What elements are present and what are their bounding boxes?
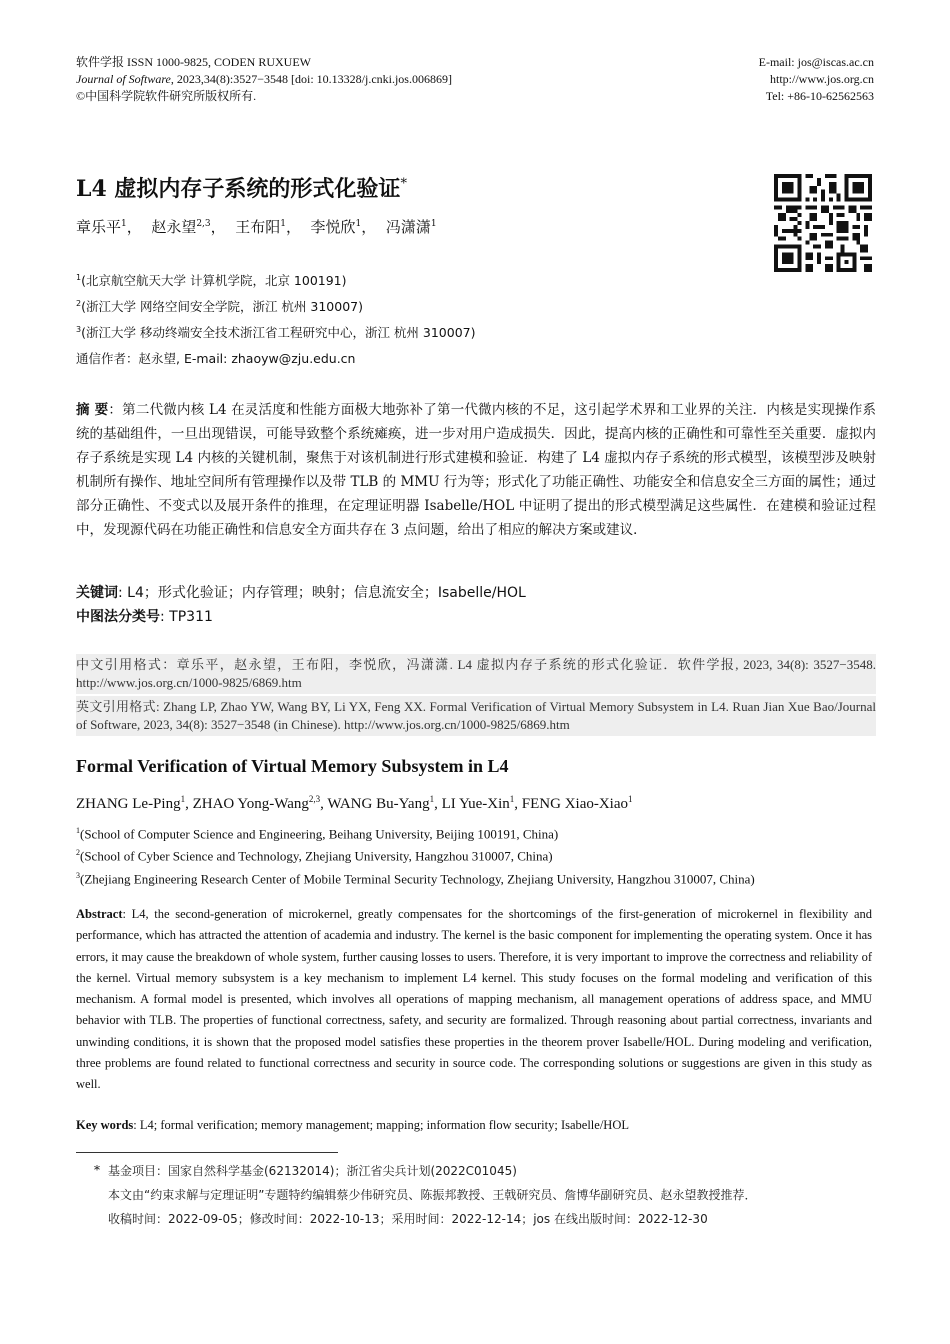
journal-header-left [76, 54, 452, 105]
title-footnote-mark: * [400, 176, 407, 192]
abstract-en-label: Abstract [76, 907, 123, 921]
footnote-mark: * [94, 1163, 100, 1177]
corresponding-author: 通信作者：赵永望, E-mail: zhaoyw@zju.edu.cn [76, 351, 356, 366]
journal-email: E-mail: jos@iscas.ac.cn [758, 55, 874, 69]
keywords-en: Key words: L4; formal verification; memory management; mapping; information flow security; Isabelle/HOL [76, 1118, 629, 1132]
paper-title-en: Formal Verification of Virtual Memory Subsystem in L4 [76, 756, 509, 776]
affiliation-cn: $^3$(浙江大学 移动终端安全技术浙江省工程研究中心，浙江 杭州 310007) [76, 324, 476, 340]
authors-en [76, 794, 633, 813]
author-cn: 赵永望$^{2,3}$， [151, 218, 226, 236]
journal-volume-doi: , 2023,34(8):3527−3548 [doi: 10.13328/j.cnki.jos.006869] [170, 72, 452, 86]
author-en: LI Yue-Xin$^1$, [441, 794, 522, 812]
copyright: ©中国科学院软件研究所版权所有. [76, 89, 257, 103]
paper-title-cn [76, 172, 407, 203]
author-en: FENG Xiao-Xiao$^1$ [521, 794, 633, 812]
footnote-dates: 收稿时间：2022-09-05；修改时间：2022-10-13；采用时间：2022-12-14；jos 在线出版时间：2022-12-30 [108, 1212, 708, 1226]
affiliation-en: $^1$(School of Computer Science and Engineering, Beihang University, Beijing 100191, China) [76, 826, 559, 842]
citation-cn: 中文引用格式：章乐平，赵永望，王布阳，李悦欣，冯潇潇. L4 虚拟内存子系统的形式化验证．软件学报, 2023, 34(8): 3527−3548. http://www.jos.org.cn/1000-9825/6869.htm [76, 654, 876, 694]
affiliation-en: $^3$(Zhejiang Engineering Research Center of Mobile Terminal Security Technology, Zhejiang University, Hangzhou 310007, China) [76, 871, 755, 887]
author-en: WANG Bu-Yang$^1$, [327, 794, 442, 812]
journal-phone: Tel: +86-10-62562563 [765, 89, 874, 103]
affiliation-en: $^2$(School of Cyber Science and Technology, Zhejiang University, Hangzhou 310007, China) [76, 848, 553, 864]
keywords-cn: 关键词: L4；形式化验证；内存管理；映射；信息流安全；Isabelle/HOL [76, 585, 526, 601]
author-en: ZHANG Le-Ping$^1$, [76, 794, 193, 812]
citation-en: 英文引用格式: Zhang LP, Zhao YW, Wang BY, Li YX, Feng XX. Formal Verification of Virtual Memory Subsystem in L4. Ruan Jian Xue Bao/Journal of Software, 2023, 34(8): 3527−3548 (in Chinese). http://www.jos.org.cn/1000-9825/6869.htm [76, 696, 876, 736]
abstract-cn-text: ：第二代微内核 L4 在灵活度和性能方面极大地弥补了第一代微内核的不足，这引起学术界和工业界的关注．内核是实现操作系统的基础组件，一旦出现错误，可能导致整个系统瘫痪，进一步对用户造成损失．因此，提高内核的正确性和可靠性至关重要．虚拟内存子系统是实现 L4 内核的关键机制，聚焦于对该机制进行形式建模和验证．构建了 L4 虚拟内存子系统的形式模型，该模型涉及映射机制所有操作、地址空间所有管理操作以及带 TLB 的 MMU 行为等；形式化了功能正确性、功能安全和信息安全三方面的属性；通过部分正确性、不变式以及展开条件的推理，在定理证明器 Isabelle/HOL 中证明了提出的形式模型满足这些属性．在建模和验证过程中，发现源代码在功能正确性和信息安全方面共存在 3 点问题，给出了相应的解决方案或建议． [76, 402, 877, 538]
journal-citation [76, 71, 452, 88]
authors-cn [76, 216, 437, 237]
journal-issn: 软件学报 ISSN 1000-9825, CODEN RUXUEW [76, 55, 311, 69]
author-cn: 冯潇潇$^1$ [385, 218, 437, 236]
affiliation-cn: $^2$(浙江大学 网络空间安全学院，浙江 杭州 310007) [76, 298, 363, 314]
abstract-en [76, 904, 872, 1096]
title-text: L4 虚拟内存子系统的形式化验证 [76, 176, 401, 202]
affiliation-cn: $^1$(北京航空航天大学 计算机学院，北京 100191) [76, 272, 347, 288]
footnote-divider [76, 1152, 338, 1153]
abstract-cn-label: 摘 要 [76, 402, 109, 418]
author-cn: 李悦欣$^1$， [310, 218, 377, 236]
author-en: ZHAO Yong-Wang$^{2,3}$, [192, 794, 328, 812]
abstract-cn [76, 398, 876, 542]
author-cn: 王布阳$^1$， [235, 218, 301, 236]
journal-header-right [759, 54, 874, 105]
footnote-recommendation: 本文由“约束求解与定理证明”专题特约编辑蔡少伟研究员、陈振邦教授、王戟研究员、詹博华副研究员、赵永望教授推荐． [108, 1188, 757, 1202]
footnote-funding: 基金项目：国家自然科学基金(62132014)；浙江省尖兵计划(2022C01045) [108, 1164, 517, 1178]
abstract-en-text: : L4, the second-generation of microkernel, greatly compensates for the shortcomings of the first-generation of microkernel in flexibility and performance, which has attracted the attention of academia and industry. The kernel is the basic component for implementing the operating system. Once it has errors, it may cause the breakdown of whole system, further causing losses to users. Therefore, it is very important to improve the correctness and reliability of the kernel. Virtual memory subsystem is a key mechanism to implement L4 kernel. This study focuses on the formal modeling and verification of this mechanism. A formal model is presented, which involves all operations of mapping mechanism, all management operations of address space, and MMU behavior with TLB. The properties of functional correctness, safety, and security are formalized. Through reasoning about partial correctness, invariants and unwinding conditions, it is shown that the proposed model satisfies these properties in the theorem prover Isabelle/HOL. During modeling and verification, three problems are found related to functional correctness and security in source code. The corresponding solutions or suggestions are given in this study as well. [76, 907, 872, 1092]
author-cn: 章乐平$^1$， [76, 218, 142, 236]
journal-name: Journal of Software [76, 72, 171, 86]
journal-website: http://www.jos.org.cn [770, 72, 874, 86]
qr-code-icon[interactable] [774, 174, 872, 272]
clc-number: 中图法分类号: TP311 [76, 609, 213, 625]
